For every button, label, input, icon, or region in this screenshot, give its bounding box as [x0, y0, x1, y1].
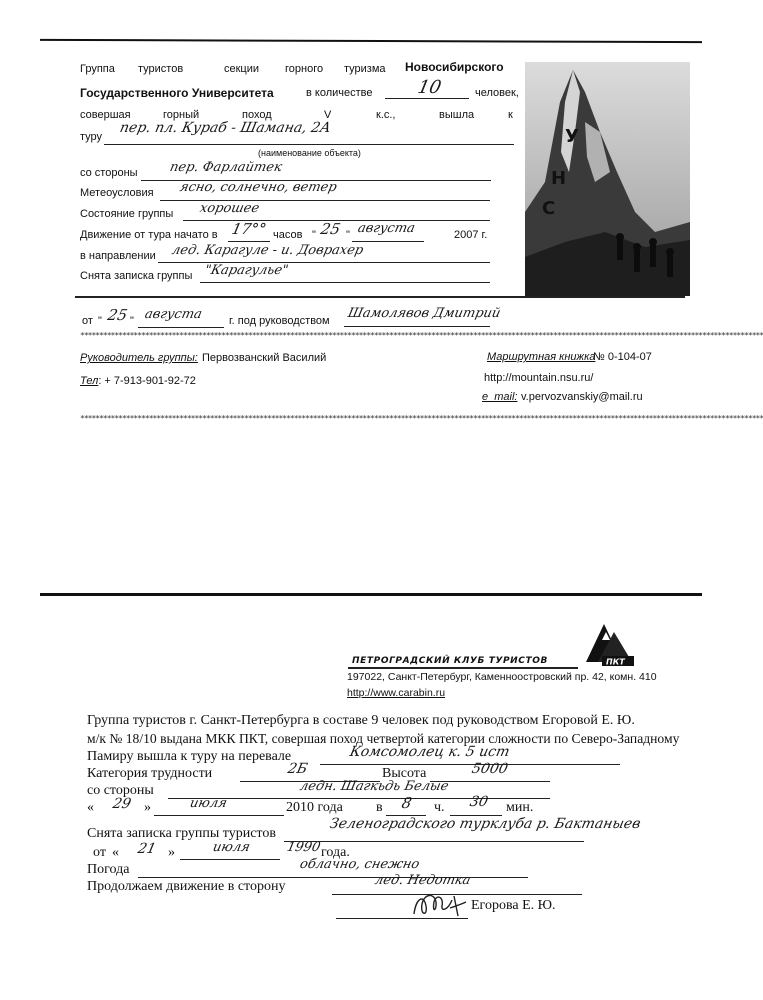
nsu-from-quote-close: " [130, 315, 134, 327]
nsu-tour-value: пер. пл. Кураб - Шамана, 2А [118, 120, 333, 136]
nsu-note-value: "Карагулье" [203, 263, 290, 278]
nsu-from-month: августа [143, 307, 204, 322]
nsu-movement-month-underline [352, 241, 424, 242]
nsu-weather-label: Метеоусловия [80, 187, 154, 199]
nsu-email-label: e_mail: [482, 391, 518, 403]
pkt-header-rule [348, 667, 578, 669]
pkt-time-hour: 8 [400, 794, 414, 812]
pkt-note-underline [284, 841, 584, 842]
photo-letter-u: У [565, 126, 579, 147]
pkt-date-month-underline [154, 815, 284, 816]
pkt-from-label: от [93, 845, 106, 860]
pkt-from-day: 21 [136, 841, 158, 857]
pkt-date-day: 29 [111, 796, 133, 812]
nsu-line1-d: горного [285, 63, 324, 75]
nsu-line3-b: горный [163, 109, 200, 121]
pkt-date-close: » [144, 800, 151, 815]
nsu-condition-label: Состояние группы [80, 208, 174, 220]
nsu-side-label: со стороны [80, 167, 138, 179]
pkt-text-line-2: м/к № 18/10 выдана МКК ПКТ, совершая поход четвертой категории сложности по Северо-Западному [87, 731, 680, 746]
pkt-side-label: со стороны [87, 783, 154, 798]
pkt-logo-text: ПКТ [606, 657, 625, 667]
pkt-date-open: « [87, 800, 94, 815]
nsu-phone-value: : + 7-913-901-92-72 [98, 375, 196, 387]
pkt-date-year: 2010 года [286, 800, 343, 815]
pkt-note-value: Зеленоградского турклуба р. Бактаныев [328, 816, 643, 832]
nsu-condition-value: хорошее [198, 201, 261, 216]
stars-separator-top: *********************************************************************************************************************************************************************************** [80, 331, 763, 340]
pkt-from-month: июля [211, 840, 252, 855]
nsu-line3-d: V [324, 109, 332, 121]
pkt-weather-label: Погода [87, 862, 130, 877]
nsu-count-label: в количестве [306, 87, 373, 99]
pkt-signature-underline [336, 918, 468, 919]
nsu-website[interactable]: http://mountain.nsu.ru/ [484, 372, 594, 384]
top-rule [40, 39, 702, 43]
pkt-club-name: ПЕТРОГРАДСКИЙ КЛУБ ТУРИСТОВ [352, 656, 548, 666]
nsu-line3-e: к.с., [376, 109, 396, 121]
pkt-date-month: июля [188, 796, 229, 811]
nsu-weather-value: ясно, солнечно, ветер [178, 180, 339, 195]
nsu-phone [80, 375, 196, 387]
pkt-from-year: 1990 [285, 840, 322, 855]
nsu-tour-underline [104, 144, 514, 145]
pkt-height-label: Высота [382, 766, 427, 781]
nsu-line3-g: к [508, 109, 513, 121]
nsu-routebook-number: № 0-104-07 [593, 351, 652, 363]
nsu-count-value: 10 [415, 77, 444, 98]
nsu-routebook-label: Маршрутная книжка [487, 351, 596, 363]
nsu-movement-hours-label: часов [273, 229, 303, 241]
nsu-from-month-underline [138, 327, 224, 328]
pkt-pass-label: Памиру вышла к туру на перевале [87, 749, 292, 764]
pkt-text-line-1: Группа туристов г. Санкт-Петербурга в составе 9 человек под руководством Егоровой Е. Ю. [87, 713, 635, 728]
nsu-from-leader-underline [344, 326, 490, 327]
stars-separator-bottom: *********************************************************************************************************************************************************************************** [80, 414, 763, 423]
pkt-category-label: Категория трудности [87, 766, 213, 781]
pkt-continue-label: Продолжаем движение в сторону [87, 879, 286, 894]
nsu-side-value: пер. Фарлайтек [168, 160, 284, 175]
pkt-continue-value: лед. Недотка [373, 873, 473, 888]
pkt-time-prefix: в [376, 800, 383, 815]
nsu-direction-value: лед. Карагуле - и. Доврахер [170, 243, 365, 258]
nsu-line3-c: поход [242, 109, 272, 121]
nsu-leader-name: Первозванский Василий [202, 352, 327, 364]
pkt-note-label: Снята записка группы туристов [87, 826, 276, 841]
nsu-line1-b: туристов [138, 63, 184, 75]
nsu-object-caption: (наименование объекта) [258, 148, 361, 158]
nsu-line1-a: Группа [80, 63, 115, 75]
pkt-category-value: 2Б [286, 761, 309, 777]
nsu-direction-label: в направлении [80, 250, 156, 262]
nsu-movement-quote-open: " [312, 229, 316, 241]
nsu-note-underline [200, 282, 490, 283]
nsu-from-day: 25 [106, 306, 130, 324]
pkt-from-close: » [168, 845, 175, 860]
signature-scribble [410, 890, 468, 920]
nsu-from-leader: Шамолявов Дмитрий [346, 306, 502, 321]
nsu-movement-month: августа [356, 221, 417, 236]
nsu-line3-a: совершая [80, 109, 131, 121]
pkt-signature-name: Егорова Е. Ю. [471, 898, 556, 913]
nsu-phone-label: Тел [80, 375, 99, 387]
pkt-height-value: 5000 [470, 761, 510, 777]
pkt-side-value: ледн. Шагкьдь Белые [298, 779, 450, 794]
nsu-line3-f: вышла [439, 109, 475, 121]
pkt-time-h-label: ч. [434, 800, 445, 815]
nsu-from-label: от [82, 315, 93, 327]
nsu-movement-year: 2007 г. [454, 229, 488, 241]
nsu-divider-rule [75, 296, 685, 298]
nsu-movement-quote-close: " [346, 229, 350, 241]
nsu-line1-f: Новосибирского [405, 60, 504, 74]
nsu-from-quote-open: " [98, 315, 102, 327]
pkt-from-open: « [112, 845, 119, 860]
pkt-from-month-underline [180, 859, 280, 860]
pkt-pass-underline [320, 764, 620, 765]
pkt-weather-value: облачно, снежно [298, 857, 421, 872]
nsu-note-label: Снята записка группы [80, 270, 193, 282]
photo-letter-n: Н [551, 168, 567, 189]
nsu-movement-day: 25 [319, 220, 343, 238]
pkt-pass-value: Комсомолец к. 5 ист [348, 744, 512, 760]
pkt-time-min-label: мин. [506, 800, 534, 815]
pkt-website[interactable]: http://www.carabin.ru [347, 687, 446, 699]
nsu-people-label: человек, [475, 87, 519, 99]
nsu-leader-label: Руководитель группы: [80, 352, 198, 364]
pkt-address: 197022, Санкт-Петербург, Каменноостровский пр. 42, комн. 410 [347, 671, 657, 683]
pkt-time-min: 30 [468, 794, 490, 810]
middle-rule [40, 593, 702, 596]
pkt-from-year-label: года. [321, 845, 350, 860]
pkt-logo [580, 618, 636, 668]
photo-letter-s: С [542, 198, 556, 219]
nsu-email-value[interactable]: v.pervozvanskiy@mail.ru [521, 391, 643, 403]
nsu-count-underline [385, 98, 469, 99]
nsu-line1-c: секции [224, 63, 260, 75]
mountain-photo [525, 62, 690, 296]
nsu-movement-hour: 17°° [230, 220, 269, 238]
nsu-line1-e: туризма [344, 63, 386, 75]
nsu-movement-label: Движение от тура начато в [80, 229, 218, 241]
nsu-line-2 [80, 86, 274, 100]
nsu-university-name: Государственного Университета [80, 86, 274, 100]
nsu-movement-hour-underline [228, 241, 270, 242]
nsu-from-year-label: г. под руководством [229, 315, 330, 327]
nsu-tour-label: туру [80, 131, 103, 143]
